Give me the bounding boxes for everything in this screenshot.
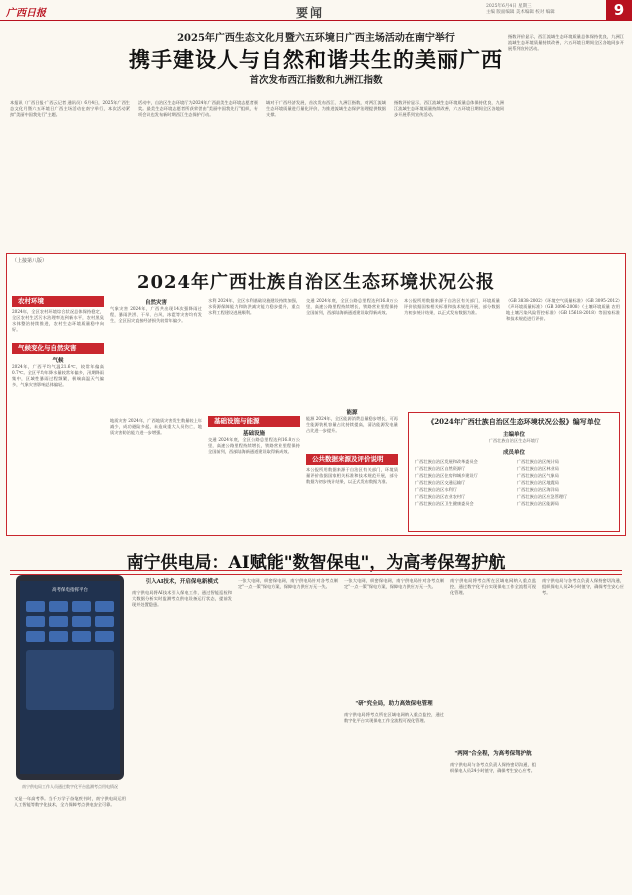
subsec-infra: 基础设施	[242, 431, 265, 437]
app-tile	[26, 616, 45, 627]
header-health: 公共数据来源及评价说明	[306, 454, 398, 465]
member-item: 广西壮族自治区应急管理厅	[517, 494, 568, 499]
phone-grid	[26, 601, 114, 642]
story2-col5a-text: 南宁供电局将考点所在区域电网纳入重点监控，通过数字化平台实现保电工作全流程可视化管理。	[450, 578, 536, 595]
member-item: 广西壮族自治区地震局	[517, 480, 559, 485]
member-item: 广西壮族自治区林业局	[517, 466, 559, 471]
lead-subhead: 首次发布西江指数和九洲江指数	[249, 75, 383, 86]
story2-col4a-text: 一张大电网，织密保电网，南宁供电局针对各考点制定"一点一策"保电方案，保障电力供应万无一失。	[344, 578, 444, 589]
health-text: 本公报所用数据来源于自治区有关部门，环境质量评价依据国家相关标准和技术规范开展，部分数据为初步统计结果，以正式发布数据为准。	[306, 467, 398, 484]
subsec-climate: 气候	[52, 358, 64, 364]
member-item: 广西壮族自治区水利厅	[415, 487, 457, 492]
story2-col6-text: 南宁供电局与各考点负责人保持密切沟通，组织保电人员24小时值守，确保考生安心应考。	[542, 578, 624, 595]
agri-text: 2024年，全区农村环境综合状况总体保持稳定，全区农村生活污水治理率达到新水平，农村黑臭水体整治持续推进，农村生态环境质量稳中向好。	[12, 309, 104, 332]
lead-col-1: 本报讯（广西日报·广西云记者 通讯员）6月4日，2025年广西生态文化月暨六五环境日广西主场活动在南宁举行，本次活动紧扣"美丽中国我先行"主题。	[10, 100, 130, 117]
energy-text-a: 交通 2024年底，全区公路总里程达到16.8万公里，高速公路里程持续增长，铁路营业里程保持全国前列，西部陆海新通道建设取得新成效。	[306, 298, 398, 315]
members-list	[415, 458, 613, 507]
story2-col2-text: 南宁供电局将AI技术引入保电工作，通过智能巡检和大数据分析实时监测考点供电设备运行状态，提前发现并处置隐患。	[132, 590, 232, 607]
lead-col-3: 域对于广西经济发展，首次发布西江、九洲江指数，对两江流域生态环境质量进行量化评价，为推进流域生态保护治理提供数据支撑。	[266, 100, 386, 117]
subsec-energy: 能源	[346, 410, 358, 416]
story2-headline: 南宁供电局：AI赋能"数智保电"，为高考保驾护航	[126, 553, 506, 573]
phone-title: 高考保电指挥平台	[52, 588, 88, 593]
members-label: 成员单位	[502, 450, 525, 456]
climate-text: 2024年，广西平均气温21.6℃，较常年偏高0.7℃。全区平均年降水量较常年偏多，汛期降雨集中，区域性暴雨过程频繁，极端高温天气偏多，气象灾害影响总体偏轻。	[12, 364, 104, 387]
header-infra: 基础设施与能源	[208, 416, 300, 427]
paper-logo: 广西日报	[6, 8, 46, 19]
geo-text: 地质灾害 2024年，广西地质灾害发生数量较上年减少，成功避险多起，未造成重大人员伤亡，地质灾害防治能力进一步增强。	[110, 418, 202, 435]
lead-col-5: 指数评价显示，西江流域生态环境质量总体保持优良，九洲江流域生态环境质量持续改善，六五环境日期间全区各地同步开展系列宣传活动。	[508, 34, 624, 51]
page-number: 9	[606, 0, 632, 20]
issue-date	[486, 4, 606, 16]
story2-sub3: "两网"合全程，为高考保驾护航	[454, 751, 532, 757]
lead-col-2: 活动中，自治区生态环境厅为2024年广西最美生态环境志愿者颁奖。最美生态环境志愿者所获荣誉由"美丽中国我先行"组织，专项会议也发布新时期西江生态保护行动。	[138, 100, 258, 117]
story2-col5-text: 南宁供电局与各考点负责人保持密切沟通，组织保电人员24小时值守，确保考生安心应考。	[450, 762, 536, 773]
story2-col1-text: 又是一年高考季。当千万学子奋笔疾书时，南宁供电局运用人工智能等数字化技术，全力保障考点供电安全可靠。	[14, 796, 126, 807]
phone-screen	[20, 581, 120, 774]
photo-caption: 南宁供电局工作人员通过数字化平台监测考点用电情况	[22, 784, 118, 789]
lead-kicker: 2025年广西生态文化月暨六五环境日广西主场活动在南宁举行	[177, 33, 455, 44]
app-tile	[49, 601, 68, 612]
section-title: 要闻	[296, 6, 325, 20]
app-tile	[95, 601, 114, 612]
host-unit: 广西壮族自治区生态环境厅	[488, 438, 540, 443]
member-item: 广西壮族自治区统计局	[517, 459, 559, 464]
continued-tag: （上接第八版）	[12, 258, 48, 264]
water-text: 水利 2024年，全区水利基础设施建设持续加强，水资源保障能力和防洪减灾能力稳步提升，重点水利工程建设进展顺利。	[208, 298, 300, 315]
infra-text: 交通 2024年底，全区公路总里程达到16.8万公里，高速公路里程持续增长，铁路营业里程保持全国前列，西部陆海新通道建设取得新成效。	[208, 437, 300, 454]
credits-heading: 《2024年广西壮族自治区生态环境状况公报》编写单位	[427, 417, 601, 426]
phone-chart-panel	[26, 650, 114, 710]
story2-col3-text: 一张大电网，织密保电网，南宁供电局针对各考点制定"一点一策"保电方案，保障电力供应万无一失。	[238, 578, 338, 589]
bulletin-title: 2024年广西壮族自治区生态环境状况公报	[136, 272, 496, 293]
date-line: 2025年6月4日 星期三	[486, 4, 532, 9]
member-item: 广西壮族自治区住房和城乡建设厅	[415, 473, 478, 478]
editor-line: 主编 版面编辑 美术编辑 校对 编辑	[486, 10, 555, 15]
standards-text: （GB 3838-2002）《环境空气质量标准》（GB 3095-2012）《声环境质量标准》（GB 3096-2008）《土壤环境质量 农用地土壤污染风险管控标准》（GB 15618-2018）等国家标准和技术规范进行评价。	[506, 298, 620, 321]
app-tile	[26, 601, 45, 612]
subsec-natural: 自然灾害	[144, 300, 167, 306]
lead-col-4: 指数评价显示，西江流域生态环境质量总体保持优良，九洲江流域生态环境质量持续改善，六五环境日期间全区各地同步开展系列宣传活动。	[394, 100, 504, 117]
host-label: 主编单位	[502, 432, 525, 438]
energy-text: 能源 2024年，全区能源消费总量稳步增长，可再生能源装机容量占比持续提高，清洁能源发电量占比进一步提升。	[306, 416, 398, 433]
member-item: 广西壮族自治区能源局	[517, 501, 559, 506]
credits-box	[408, 412, 620, 532]
story2-sub2: "研"究全局，助力高效保电管理	[355, 701, 433, 707]
app-tile	[49, 631, 68, 642]
app-tile	[95, 631, 114, 642]
natural-text: 气象灾害 2024年，广西共出现14次强降雨过程，暴雨洪涝、干旱、台风、冰雹等灾害均有发生，全区因灾直接经济损失较常年偏少。	[110, 306, 202, 323]
app-tile	[26, 631, 45, 642]
app-tile	[95, 616, 114, 627]
standards-text-a: 本公报所用数据来源于自治区有关部门，环境质量评价依据国家相关标准和技术规范开展，部分数据为初步统计结果，以正式发布数据为准。	[404, 298, 500, 315]
header-agri: 农村环境	[12, 296, 104, 307]
member-item: 广西壮族自治区发展和改革委员会	[415, 459, 478, 464]
member-item: 广西壮族自治区卫生健康委员会	[415, 501, 474, 506]
app-tile	[49, 616, 68, 627]
member-item: 广西壮族自治区农业农村厅	[415, 494, 466, 499]
app-tile	[72, 601, 91, 612]
story2-sub1: 引入AI技术，开启保电新模式	[145, 579, 219, 585]
app-tile	[72, 631, 91, 642]
member-item: 广西壮族自治区海洋局	[517, 487, 559, 492]
member-item: 广西壮族自治区气象局	[517, 473, 559, 478]
member-item: 广西壮族自治区交通运输厅	[415, 480, 466, 485]
header-climate: 气候变化与自然灾害	[12, 343, 104, 354]
lead-headline: 携手建设人与自然和谐共生的美丽广西	[129, 47, 503, 72]
member-item: 广西壮族自治区自然资源厅	[415, 466, 466, 471]
app-tile	[72, 616, 91, 627]
story2-col4-text: 南宁供电局将考点所在区域电网纳入重点监控，通过数字化平台实现保电工作全流程可视化管理。	[344, 712, 444, 723]
